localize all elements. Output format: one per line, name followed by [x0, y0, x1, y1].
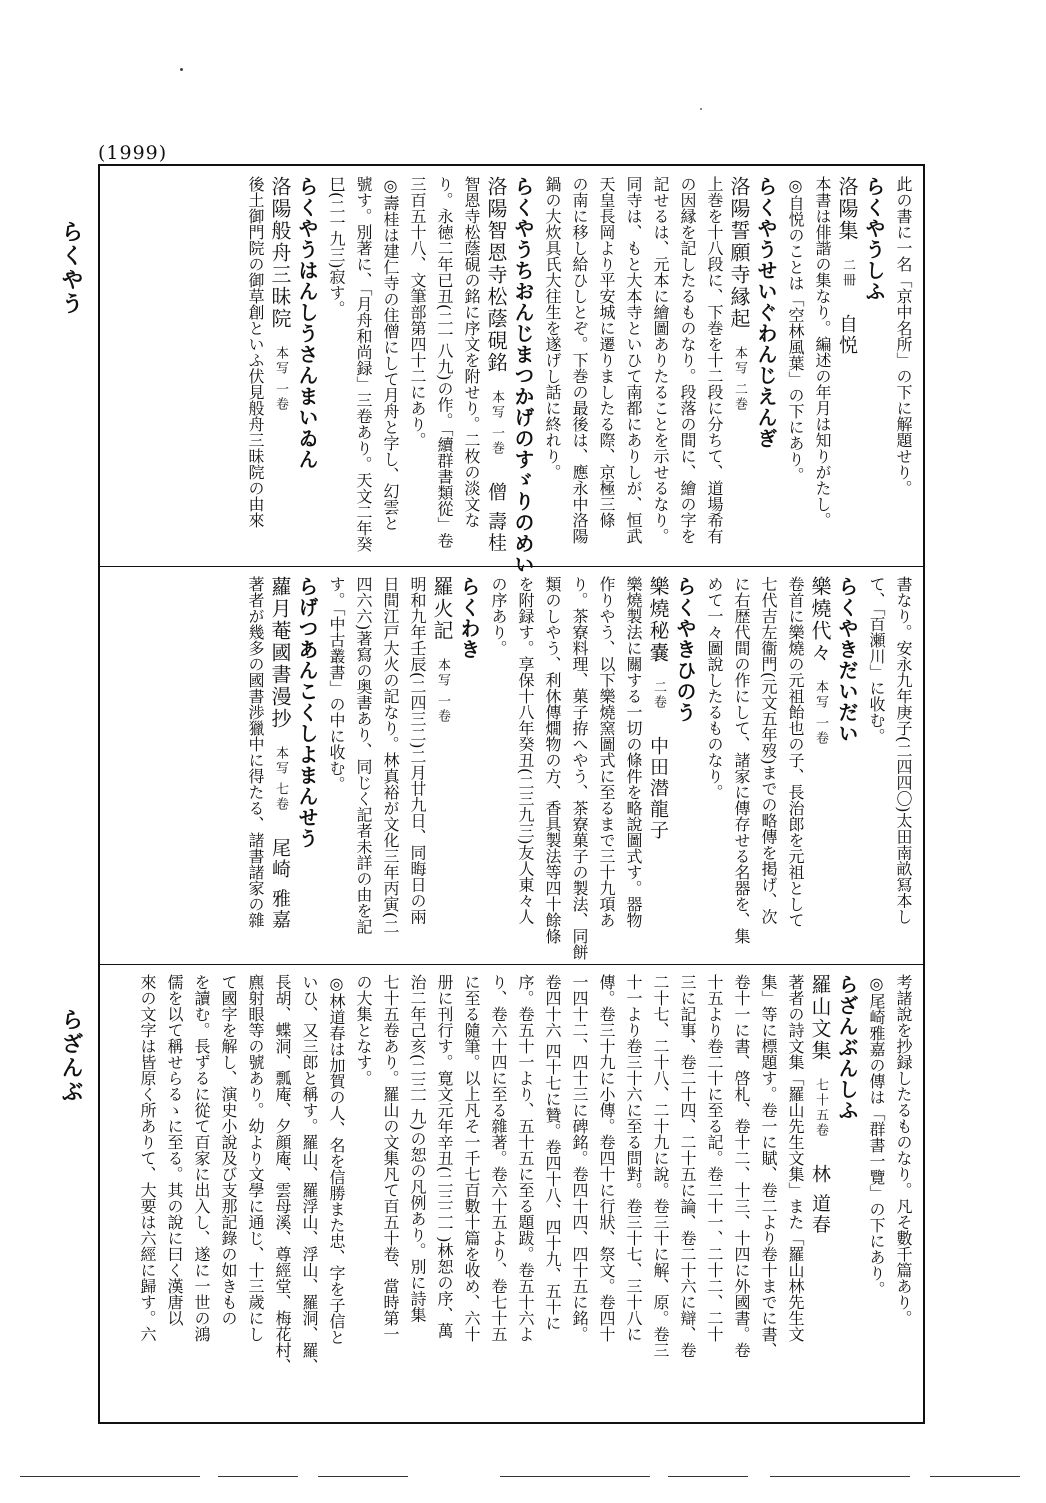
- entry-author: 僧 壽桂: [485, 482, 507, 554]
- body-text-line: 樂燒製法に關する一切の條件を略說圖式す。器物: [624, 576, 643, 928]
- footer-rule: [500, 1476, 650, 1477]
- entry-title: 樂燒秘嚢: [646, 576, 670, 664]
- text-band-bottom: [108, 974, 915, 1414]
- footer-rule: [668, 1476, 748, 1477]
- body-text-line: 序。卷五十一より、五十五に至る題跋。卷五十六よ: [516, 974, 535, 1342]
- entry-title-line: [644, 576, 668, 956]
- entry-volumes: 本写 一巻: [489, 390, 504, 457]
- page-number: (1999): [98, 142, 168, 164]
- body-text-line: 七代吉左衞門(元文五年歿)までの略傳を掲げ、次: [759, 576, 778, 925]
- body-text-line: 明和九年壬辰(二四三二)二月廿九日、同晦日の兩: [408, 576, 427, 925]
- body-text-line: ◎自悦のことは「空林風葉」の下にあり。: [786, 176, 805, 483]
- entry-title: 洛陽誓願寺縁起: [727, 176, 751, 330]
- body-text-line: 著者の詩文集「羅山先生文集」また「羅山林先生文: [786, 974, 805, 1342]
- body-text-line: 考諸說を抄録したるものなり。凡そ數千篇あり。: [894, 974, 913, 1326]
- body-text-line: 二十七、二十八、二十九に說。卷三十に解、原。卷三: [651, 974, 670, 1358]
- entry-title: 洛陽般舟三昧院: [268, 176, 292, 330]
- entry-volumes: 二冊: [840, 258, 855, 288]
- body-text-line: 本書は俳諧の集なり。編述の年月は知りがたし。: [813, 176, 832, 528]
- entry-title: 羅火記: [430, 576, 454, 642]
- entry-title-line: [833, 176, 857, 558]
- paper-speck: [180, 68, 183, 71]
- footer-rule: [218, 1476, 298, 1477]
- entry-author: 林 道春: [809, 1164, 831, 1236]
- body-text-line: 册に刊行す。寛文元年辛丑(二三二一)林恕の序、萬: [435, 974, 454, 1339]
- entry-title-line: [266, 176, 290, 558]
- body-text-line: 傳。卷三十九に小傳。卷四十に行狀、祭文。卷四十: [597, 974, 616, 1342]
- body-text-line: り。永徳二年已丑(二一八九)の作。「續群書類從」卷: [435, 176, 454, 549]
- body-text-line: り。茶寮料理、菓子拵へやう、茶寮菓子の製法、同餅: [570, 576, 589, 960]
- running-head-bottom: らざんぶ: [58, 1008, 84, 1104]
- entry-reading-heading: らくわき: [457, 576, 481, 660]
- body-text-line: 集」等に標題す。卷一に賦、卷二より卷十までに書、: [759, 974, 778, 1358]
- body-text-line: 天皇長岡より平安城に遷りましたる際、京極三條: [597, 176, 616, 528]
- body-text-line: 著者が幾多の國書渉獵中に得たる、諸書諸家の雜: [246, 576, 265, 928]
- entry-author: 中田潜龍子: [647, 736, 669, 841]
- entry-reading-heading: らくやうせいぐわんじえんぎ: [754, 176, 778, 449]
- body-text-line: 儒を以て稱せらるゝに至る。其の說に曰く漢唐以: [165, 974, 184, 1326]
- entry-reading-heading: らくやうしふ: [862, 176, 886, 302]
- entry-author: 自悦: [836, 314, 858, 356]
- body-text-line: 麃射眼等の號あり。幼より文學に通じ、十三歲にし: [246, 974, 265, 1342]
- entry-reading-heading: らくやきだいだい: [835, 576, 859, 744]
- body-text-line: を讀む。長ずるに從て百家に出入し、遂に一世の鴻: [192, 974, 211, 1342]
- body-text-line: 來の文字は皆原く所ありて、大要は六經に歸す。六: [138, 974, 157, 1342]
- body-text-line: 四六六)著寫の奥書あり、同じく記者未詳の由を記: [354, 576, 373, 935]
- body-text-line: 此の書に一名「京中名所」の下に解題せり。: [894, 176, 913, 496]
- entry-reading-heading: らげつあんこくしよまんせう: [295, 576, 319, 849]
- body-text-line: 智恩寺松蔭硯の銘に序文を附せり。二枚の淡文な: [462, 176, 481, 528]
- body-text-line: 上巻を十八段に、下巻を十二段に分ちて、道場希有: [705, 176, 724, 544]
- entry-title: 洛陽集: [835, 176, 859, 242]
- body-text-line: 鍋の大炊具氏大往生を遂げし話に終れり。: [543, 176, 562, 480]
- entry-title: 洛陽智恩寺松蔭硯銘: [484, 176, 508, 374]
- body-text-line: 作りやう、以下樂燒窯圖式に至るまで三十九項あ: [597, 576, 616, 928]
- body-text-line: 記せるは、元本に繪圖ありたることを示せるなり。: [651, 176, 670, 544]
- entry-volumes: 本写 一卷: [273, 346, 288, 413]
- body-text-line: 同寺は、もと大本寺といひて南都にありしが、恒武: [624, 176, 643, 544]
- body-text-line: 號す。別著に、「月舟和尚録」三卷あり。天文二年癸: [354, 176, 373, 552]
- body-text-line: て國字を解し、演史小說及び支那記錄の如きもの: [219, 974, 238, 1326]
- entry-volumes: 本写 一卷: [435, 658, 450, 725]
- entry-volumes: 本写 七卷: [273, 746, 288, 813]
- paper-speck: [700, 108, 702, 110]
- body-text-line: の因縁を記したるものなり。段落の間に、繪の字を: [678, 176, 697, 544]
- entry-title: 樂燒代々: [808, 576, 832, 664]
- entry-title-line: [482, 176, 506, 558]
- running-head-top: らくやう: [58, 220, 84, 316]
- body-text-line: に至る隨筆。以上凡そ一千七百數十篇を收め、六十: [462, 974, 481, 1342]
- body-text-line: す。「中古叢書」の中に收む。: [327, 576, 346, 792]
- body-text-line: 治二年己亥(二三一九)の恕の凡例あり。別に詩集: [408, 974, 427, 1323]
- entry-title-line: [725, 176, 749, 558]
- body-text-line: 三に記事、卷二十四、二十五に論、卷二十六に辯、卷: [678, 974, 697, 1358]
- body-text-line: 十五より卷二十に至る記。卷二十一、二十二、二十: [705, 974, 724, 1342]
- body-text-line: 後土御門院の御草創といふ伏見般舟三昧院の由來: [246, 176, 265, 528]
- entry-title-line: [806, 974, 830, 1414]
- text-band-top: [108, 176, 915, 575]
- body-text-line: 卷首に樂燒の元祖飴也の子、長治郎を元祖として: [786, 576, 805, 928]
- body-text-line: 巳(二一九三)寂す。: [327, 176, 346, 317]
- body-text-line: 卷十一に書、啓札、卷十二、十三、十四に外國書。卷: [732, 974, 751, 1358]
- band-divider: [100, 964, 923, 965]
- body-text-line: ◎壽桂は建仁寺の住僧にして月舟と字し、幻雲と: [381, 176, 400, 531]
- entry-reading-heading: らくやうちおんじまつかげのすゞりのめい: [511, 176, 535, 575]
- entry-volumes: 本写 二巻: [732, 346, 747, 413]
- entry-title-line: [428, 576, 452, 956]
- entry-reading-heading: らくやきひのう: [673, 576, 697, 723]
- footer-rule: [930, 1476, 1020, 1477]
- entry-reading-heading: らざんぶんしふ: [835, 974, 859, 1121]
- body-text-line: を附録す。享保十八年癸丑(二三九三)友人東々人: [516, 576, 535, 925]
- page-frame: [98, 164, 925, 1424]
- entry-author: 尾崎 雅嘉: [269, 838, 291, 931]
- body-text-line: 一四十二、四十三に碑銘。卷四十四、四十五に銘。: [570, 974, 589, 1342]
- body-text-line: 日間江戸大火の記なり。林真裕が文化三年丙寅(二: [381, 576, 400, 935]
- body-text-line: 長胡、蝶洞、瓢庵、夕顔庵、雲母溪、尊經堂、梅花村、: [273, 974, 292, 1374]
- body-text-line: に右歴代間の作にして、諸家に傳存せる名器を、集: [732, 576, 751, 944]
- entry-title: 羅山文集: [808, 974, 832, 1062]
- entry-reading-heading: らくやうはんしうさんまいゐん: [295, 176, 319, 470]
- body-text-line: めて一々圖說したるものなり。: [705, 576, 724, 800]
- body-text-line: の大集となす。: [354, 974, 373, 1086]
- entry-volumes: 二卷: [651, 680, 666, 710]
- body-text-line: いひ、又三郎と稱す。羅山、羅浮山、浮山、羅洞、羅、: [300, 974, 319, 1374]
- entry-volumes: 七十五卷: [813, 1078, 828, 1138]
- body-text-line: て、「百瀬川」に收む。: [867, 576, 886, 744]
- body-text-line: の序あり。: [489, 576, 508, 656]
- body-text-line: 書なり。安永九年庚子(二四四〇)太田南畝冩本し: [894, 576, 913, 925]
- entry-title-line: [266, 576, 290, 956]
- body-text-line: り、卷六十四に至る雜著。卷六十五より、卷七十五: [489, 974, 508, 1342]
- body-text-line: の南に移し給ひしとぞ。下巻の最後は、應永中洛陽: [570, 176, 589, 544]
- footer-rule: [318, 1476, 408, 1477]
- body-text-line: 七十五卷あり。羅山の文集凡て百五十卷、當時第一: [381, 974, 400, 1342]
- body-text-line: 十一より卷三十六に至る問對。卷三十七、三十八に: [624, 974, 643, 1342]
- entry-title-line: [806, 576, 830, 956]
- body-text-line: ◎林道春は加賀の人、名を信勝また忠、字を子信と: [327, 974, 346, 1345]
- footer-rule: [20, 1476, 200, 1477]
- body-text-line: 卷四十六 四十七に贊。卷四十八、四十九、五十に: [543, 974, 562, 1332]
- body-text-line: 三百五十八、文筆部第四十二にあり。: [408, 176, 427, 448]
- body-text-line: 類のしやう、利休傳燗物の方、香具製法等四十餘條: [543, 576, 562, 944]
- text-band-middle: [108, 576, 915, 960]
- entry-volumes: 本写 一卷: [813, 680, 828, 747]
- footer-rule: [770, 1476, 910, 1477]
- body-text-line: ◎尾崎雅嘉の傳は「群書一覽」の下にあり。: [867, 974, 886, 1297]
- entry-title: 蘿月菴國書漫抄: [268, 576, 292, 730]
